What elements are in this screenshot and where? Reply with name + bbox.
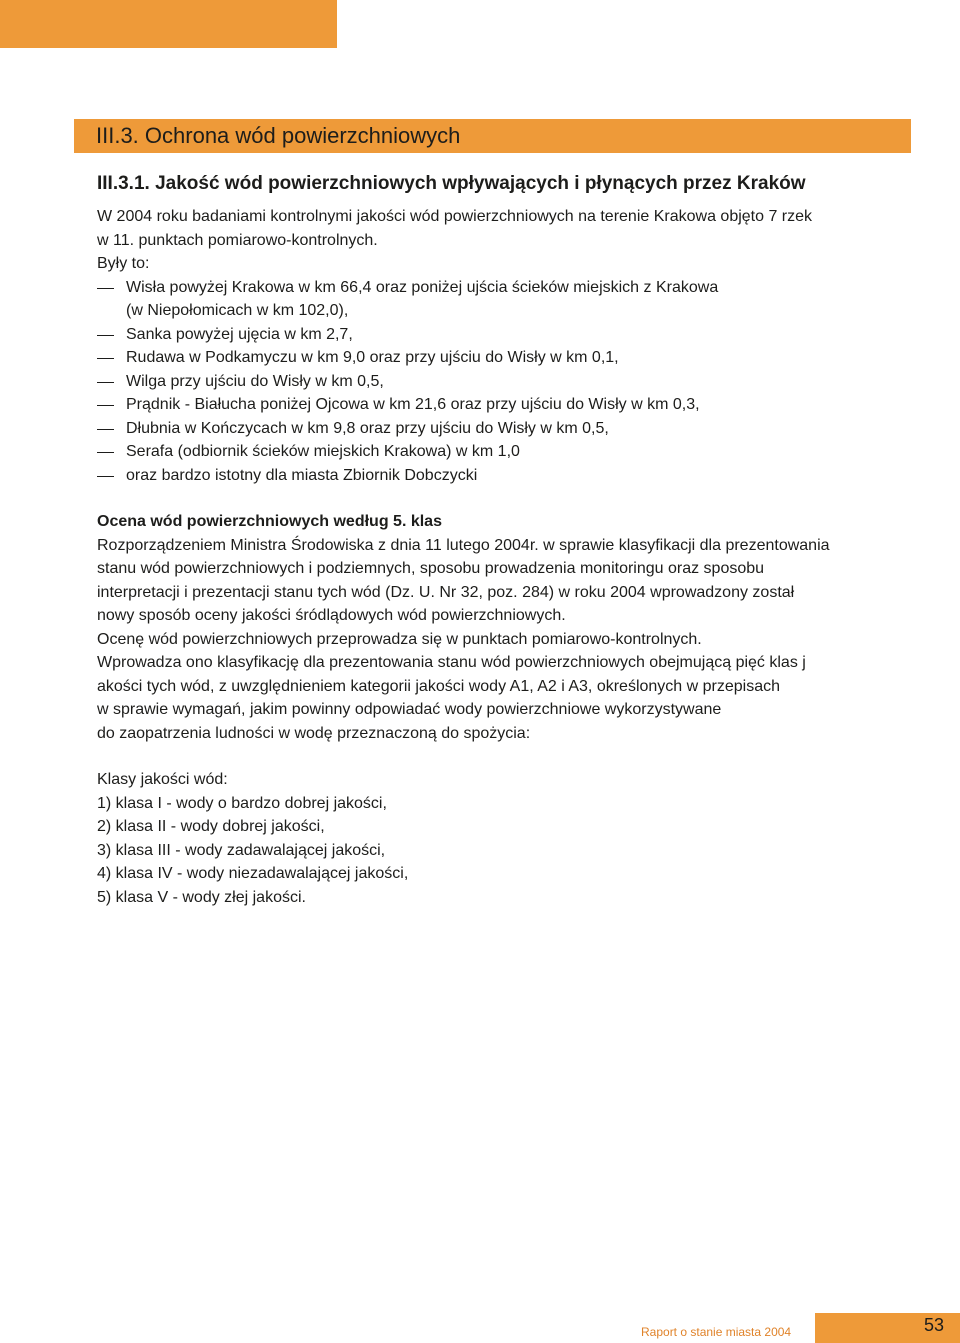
paragraph-line: interpretacji i prezentacji stanu tych wód (Dz. U. Nr 32, poz. 284) w roku 2004 wprowadzony został bbox=[97, 583, 795, 601]
intro-line: W 2004 roku badaniami kontrolnymi jakości wód powierzchniowych na terenie Krakowa objęto 7 rzek bbox=[97, 208, 813, 225]
dash-bullet bbox=[97, 405, 114, 406]
list-item bbox=[97, 323, 897, 347]
list-item-text: Sanka powyżej ujęcia w km 2,7, bbox=[126, 325, 353, 343]
list-item-text: Wilga przy ujściu do Wisły w km 0,5, bbox=[126, 372, 384, 390]
list-item bbox=[97, 370, 897, 394]
list-item bbox=[97, 276, 897, 323]
list-item bbox=[97, 440, 897, 464]
list-item bbox=[97, 417, 897, 441]
class-item: 5) klasa V - wody złej jakości. bbox=[97, 888, 306, 906]
dash-bullet bbox=[97, 429, 114, 430]
footer-report-title: Raport o stanie miasta 2004 bbox=[641, 1325, 792, 1339]
class-item: 2) klasa II - wody dobrej jakości, bbox=[97, 818, 325, 835]
class-item: 1) klasa I - wody o bardzo dobrej jakości, bbox=[97, 794, 387, 812]
classes-heading: Klasy jakości wód: bbox=[97, 771, 228, 788]
paragraph-line: akości tych wód, z uwzględnieniem kategorii jakości wody A1, A2 i A3, określonych w przepisach bbox=[97, 677, 781, 695]
dash-bullet bbox=[97, 452, 114, 453]
intro-line: w 11. punktach pomiarowo-kontrolnych. bbox=[97, 231, 378, 249]
dash-bullet bbox=[97, 358, 114, 359]
list-item bbox=[97, 346, 897, 370]
paragraph-line: w sprawie wymagań, jakim powinny odpowiadać wody powierzchniowe wykorzystywane bbox=[97, 701, 722, 718]
section-title: III.3. Ochrona wód powierzchniowych bbox=[74, 119, 911, 153]
class-item: 4) klasa IV - wody niezadawalającej jakości, bbox=[97, 865, 409, 882]
dash-bullet bbox=[97, 382, 114, 383]
list-item-text: (w Niepołomicach w km 102,0), bbox=[126, 302, 349, 319]
dash-bullet bbox=[97, 335, 114, 336]
rivers-list bbox=[97, 276, 897, 488]
paragraph-line: Wprowadza ono klasyfikację dla prezentowania stanu wód powierzchniowych obejmującą pięć klas j bbox=[97, 654, 806, 671]
page-number-box bbox=[815, 1313, 960, 1343]
paragraph-line: Ocenę wód powierzchniowych przeprowadza się w punktach pomiarowo-kontrolnych. bbox=[97, 630, 702, 648]
assessment-heading: Ocena wód powierzchniowych według 5. klas bbox=[97, 513, 442, 530]
list-item bbox=[97, 464, 897, 488]
list-item bbox=[97, 393, 897, 417]
paragraph-line: Rozporządzeniem Ministra Środowiska z dnia 11 lutego 2004r. w sprawie klasyfikacji dla prezentowania bbox=[97, 536, 830, 554]
list-item-text: Prądnik - Białucha poniżej Ojcowa w km 21,6 oraz przy ujściu do Wisły w km 0,3, bbox=[126, 396, 700, 413]
dash-bullet bbox=[97, 476, 114, 477]
spacer bbox=[97, 745, 897, 768]
intro-line: Były to: bbox=[97, 255, 150, 272]
list-item-text: Rudawa w Podkamyczu w km 9,0 oraz przy ujściu do Wisły w km 0,1, bbox=[126, 349, 619, 366]
main-content bbox=[97, 172, 897, 909]
class-item: 3) klasa III - wody zadawalającej jakości, bbox=[97, 841, 386, 859]
paragraph-line: nowy sposób oceny jakości śródlądowych wód powierzchniowych. bbox=[97, 607, 566, 624]
list-item-text: oraz bardzo istotny dla miasta Zbiornik Dobczycki bbox=[126, 466, 478, 484]
subsection-title: III.3.1. Jakość wód powierzchniowych wpływających i płynących przez Kraków bbox=[97, 173, 806, 194]
list-item-text: Wisła powyżej Krakowa w km 66,4 oraz poniżej ujścia ścieków miejskich z Krakowa bbox=[126, 278, 719, 296]
paragraph-line: stanu wód powierzchniowych i podziemnych, sposobu prowadzenia monitoringu oraz sposobu bbox=[97, 560, 765, 577]
list-item-text: Serafa (odbiornik ścieków miejskich Krakowa) w km 1,0 bbox=[126, 443, 520, 460]
paragraph-line: do zaopatrzenia ludności w wodę przeznaczoną do spożycia: bbox=[97, 724, 531, 742]
top-accent-band bbox=[0, 0, 337, 48]
list-item-text: Dłubnia w Kończycach w km 9,8 oraz przy ujściu do Wisły w km 0,5, bbox=[126, 419, 609, 437]
dash-bullet bbox=[97, 288, 114, 289]
page-number: 53 bbox=[923, 1315, 944, 1335]
